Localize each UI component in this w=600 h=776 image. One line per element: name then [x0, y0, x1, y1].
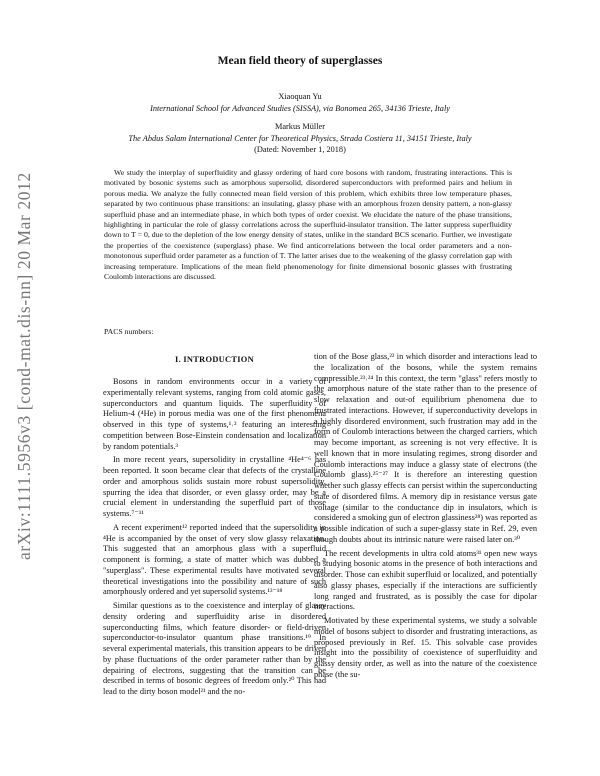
author-name-2: Markus Müller	[274, 122, 325, 131]
arxiv-identifier[interactable]: arXiv:1111.5956v3 [cond-mat.dis-nn] 20 Mar 2012	[14, 172, 34, 560]
abstract: We study the interplay of superfluidity and glassy ordering of hard core bosons with random, frustrating interactions. This is motivated by bosonic systems such as amorphous supersolid, disordered superconductors with preformed pairs and helium in porous media. We analyze the fully connected mean field version of this problem, which exhibits three low temperature phases, separated by two continuous phase transitions: an insulating, glassy phase with an amorphous frozen density pattern, a non-glassy superfluid phase and an intermediate phase, in which both types of order coexist. We elucidate the nature of the phase transitions, highlighting in particular the role of glassy correlations across the superfluid-insulator transition. The latter suppress superfluidity down to T = 0, due to the depletion of the low energy density of states, unlike in the standard BCS scenario. Further, we investigate the properties of the coexistence (superglass) phase. We find anticorrelations between the local order parameters and a non-monotonous superfluid order parameter as a function of T. The latter arises due to the weakening of the glassy correlation gap with increasing temperature. Implications of the mean field phenomenology for finite dimensional bosonic glasses with frustrating Coulomb interactions are discussed.	[104, 168, 512, 282]
right-paragraph-1: tion of the Bose glass,²² in which disorder and interactions lead to the localization of the bosons, while the system remains compressible.²³˒²⁴ In this context, the term "glass" refers mostly to the amorphous nature of the state rather than to the presence of slow relaxation and out-of equilibrium phenomena due to frustrated interactions. However, if superconductivity develops in a highly disordered environment, such frustration may add in the form of Coulomb interactions between the charged carriers, which may become important, as screening is not very effective. It is well known that in more insulating regimes, strong disorder and Coulomb interactions may induce a glassy state of electrons (the Coulomb glass).²⁵⁻²⁷ It is therefore an interesting question whether such glassy effects can persist within the superconducting state of disordered films. A memory dip in resistance versus gate voltage (similar to the conductance dip in insulators, which is considered a smoking gun of electron glassiness²⁸) was reported as a possible indication of such a super-glassy state in Ref. 29, even though doubts about its intrinsic nature were raised later on.³⁰	[314, 352, 537, 544]
left-paragraph-2: In more recent years, supersolidity in crystalline ⁴He⁴⁻⁶ has been reported. It soon became clear that defects of the crystalline order and amorphous solids sustain more robust supersolidity, spurring the idea that disorder, or even glassy order, may be a crucial element in understanding the superfluid part of those systems.⁷⁻¹¹	[103, 455, 326, 518]
author-name-1: Xiaoquan Yu	[278, 92, 322, 101]
paper-title: Mean field theory of superglasses	[217, 54, 383, 67]
date-line: (Dated: November 1, 2018)	[254, 145, 346, 154]
left-column	[103, 377, 326, 698]
author-affiliation-2: The Abdus Salam International Center for Theoretical Physics, Strada Costiera 11, 34151 Trieste, Italy	[128, 134, 472, 143]
pacs-numbers: PACS numbers:	[104, 327, 154, 336]
author-affiliation-1: International School for Advanced Studies (SISSA), via Bonomea 265, 34136 Trieste, Italy	[150, 104, 450, 113]
left-paragraph-3: A recent experiment¹² reported indeed that the supersolidity in ⁴He is accompanied by the onset of very slow glassy relaxation. This suggested that an amorphous glass with a superfluid component is forming, a state of matter which was dubbed a "superglass". These experimental results have motivated several theoretical investigations into the possibility and nature of such amorphously ordered and yet supersolid systems.¹³⁻¹⁸	[103, 522, 326, 597]
right-paragraph-3: Motivated by these experimental systems, we study a solvable model of bosons subject to disorder and frustrating interactions, as proposed previously in Ref. 15. This solvable case provides insight into the possibility of coexistence of superfluidity and glassy density order, as well as into the nature of the coexistence phase (the su-	[314, 616, 537, 679]
right-paragraph-2: The recent developments in ultra cold atoms³¹ open new ways to studying bosonic atoms in the presence of both interactions and disorder. Those can exhibit superfluid or localized, and potentially also glassy phases, especially if the interactions are sufficiently long ranged and frustrated, as is possibly the case for dipolar interactions.	[314, 548, 537, 612]
right-column	[314, 352, 537, 681]
left-paragraph-4: Similar questions as to the coexistence and interplay of glassy density ordering and superfluidity arise in disordered superconducting films, which feature disorder- or field-driven superconductor-to-insulator quantum phase transitions.¹⁹ In several experimental materials, this transition appears to be driven by phase fluctuations of the order parameter rather than by the depairing of electrons, suggesting that the transition can be described in terms of bosonic degrees of freedom only.²⁰ This had lead to the dirty boson model²¹ and the no-	[103, 601, 326, 696]
left-paragraph-1: Bosons in random environments occur in a variety of experimentally relevant systems, ranging from cold atomic gases, superconductors and quantum liquids. The superfluidity of Helium-4 (⁴He) in porous media was one of the first phenomena observed in this type of systems,¹˒² featuring an interesting competition between Bose-Einstein condensation and localization by random potentials.³	[103, 377, 326, 451]
section-heading-introduction: I. INTRODUCTION	[175, 355, 254, 364]
